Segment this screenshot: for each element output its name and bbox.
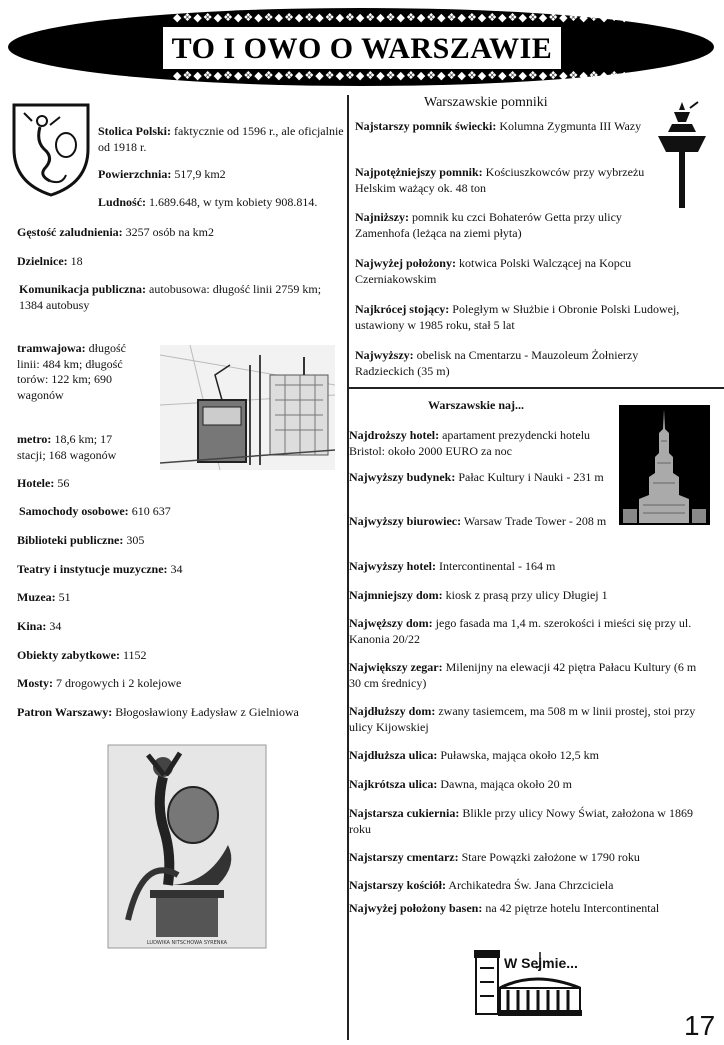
page-title-box [163, 27, 561, 69]
naj-kosciol: Najstarszy kościół: Archikatedra Św. Jana Chrzciciela [349, 878, 614, 892]
fact-muzea: Muzea: 51 [17, 590, 71, 604]
pomnik-najpotezniejszy: Najpotężniejszy pomnik: Kościuszkowców przy wybrzeżu Helskim ważący ok. 48 ton [355, 165, 645, 195]
warsaw-coat-of-arms-icon [10, 101, 92, 199]
naj-budynek: Najwyższy budynek: Pałac Kultury i Nauki - 231 m [349, 470, 604, 484]
page-title: TO I OWO O WARSZAWIE [171, 31, 553, 65]
fact-dzielnice: Dzielnice: 18 [17, 254, 83, 268]
fact-patron: Patron Warszawy: Błogosławiony Ładysław z Gielniowa [17, 705, 299, 719]
chevron-border-top: ◆❖◆❖◆❖◆❖◆❖◆❖◆❖◆❖◆❖◆❖◆❖◆❖◆❖◆❖◆❖◆❖◆❖◆❖◆❖◆❖◆❖◆❖◆ [173, 11, 630, 24]
w-sejmie-logo [470, 948, 590, 1018]
fact-mosty: Mosty: 7 drogowych i 2 kolejowe [17, 676, 182, 690]
naj-najmniejszy-dom: Najmniejszy dom: kiosk z prasą przy ulicy Długiej 1 [349, 588, 608, 602]
naj-cukiernia: Najstarsza cukiernia: Blikle przy ulicy Nowy Świat, założona w 1869 roku [349, 806, 693, 836]
palace-of-culture-illustration [619, 405, 710, 525]
fact-gestosc: Gęstość zaludnienia: 3257 osób na km2 [17, 225, 215, 239]
fact-metro: metro: 18,6 km; 17 stacji; 168 wagonów [17, 432, 117, 462]
pomnik-najnizszy: Najniższy: pomnik ku czci Bohaterów Getta przy ulicy Zamenhofa (leżąca na ziemi płyta) [355, 210, 622, 240]
pomnik-najwyzszy: Najwyższy: obelisk na Cmentarzu - Mauzoleum Żołnierzy Radzieckich (35 m) [355, 348, 639, 378]
fact-obiekty: Obiekty zabytkowe: 1152 [17, 648, 147, 662]
naj-najwezszy-dom: Najwęższy dom: jego fasada ma 1,4 m. szerokości i mieści się przy ul. Kanonia 20/22 [349, 616, 692, 646]
statue-caption: LUDWIKA NITSCHOWA SYRENKA [146, 940, 228, 946]
naj-biurowiec: Najwyższy biurowiec: Warsaw Trade Tower - 208 m [349, 514, 607, 528]
naj-title: Warszawskie naj... [428, 398, 524, 412]
fact-powierzchnia: Powierzchnia: 517,9 km2 [98, 167, 226, 181]
sigismund-column-icon [652, 100, 712, 210]
naj-hotel-wysoki: Najwyższy hotel: Intercontinental - 164 m [349, 559, 556, 573]
naj-najdluzszy-dom: Najdłuższy dom: zwany tasiemcem, ma 508 m w linii prostej, stoi przy ulicy Kijowskiej [349, 704, 696, 734]
chevron-border-bottom: ◆❖◆❖◆❖◆❖◆❖◆❖◆❖◆❖◆❖◆❖◆❖◆❖◆❖◆❖◆❖◆❖◆❖◆❖◆❖◆❖◆❖◆❖◆ [173, 69, 630, 82]
fact-ludnosc: Ludność: 1.689.648, w tym kobiety 908.814. [98, 195, 318, 209]
fact-teatry: Teatry i instytucje muzyczne: 34 [17, 562, 183, 576]
pomniki-title: Warszawskie pomniki [424, 95, 548, 110]
fact-komunikacja: Komunikacja publiczna: autobusowa: długość linii 2759 km; 1384 autobusy [19, 282, 322, 312]
tram-illustration [160, 345, 335, 470]
naj-najkrotsza-ulica: Najkrótsza ulica: Dawna, mająca około 20 m [349, 777, 572, 791]
mermaid-statue-illustration [108, 745, 266, 948]
pomnik-najkrocej: Najkrócej stojący: Poległym w Służbie i Obronie Polski Ludowej, ustawiony w 1985 roku, stał 5 lat [355, 302, 680, 332]
page-number: 17 [684, 1010, 716, 1041]
fact-kina: Kina: 34 [17, 619, 62, 633]
pomnik-najwyzej: Najwyżej położony: kotwica Polski Walczącej na Kopcu Czerniakowskim [355, 256, 632, 286]
pomnik-najstarszy: Najstarszy pomnik świecki: Kolumna Zygmunta III Wazy [355, 119, 642, 133]
fact-stolica: Stolica Polski: faktycznie od 1596 r., ale oficjalnie od 1918 r. [98, 124, 344, 154]
naj-basen: Najwyżej położony basen: na 42 piętrze hotelu Intercontinental [349, 901, 660, 915]
naj-hotel: Najdroższy hotel: apartament prezydencki hotelu Bristol: około 2000 EURO za noc [349, 428, 591, 458]
fact-hotele: Hotele: 56 [17, 476, 70, 490]
naj-zegar: Największy zegar: Milenijny na elewacji 42 piętra Pałacu Kultury (6 m 30 cm średnicy) [349, 660, 697, 690]
naj-najdluzsza-ulica: Najdłuższa ulica: Puławska, mająca około 12,5 km [349, 748, 599, 762]
fact-tramwajowa: tramwajowa: długość linii: 484 km; długość torów: 122 km; 690 wagonów [17, 341, 126, 402]
section-divider [348, 387, 724, 389]
naj-cmentarz: Najstarszy cmentarz: Stare Powązki założone w 1790 roku [349, 850, 640, 864]
fact-biblioteki: Biblioteki publiczne: 305 [17, 533, 145, 547]
logo-text: W Sejmie... [504, 955, 578, 971]
fact-samochody: Samochody osobowe: 610 637 [19, 504, 171, 518]
